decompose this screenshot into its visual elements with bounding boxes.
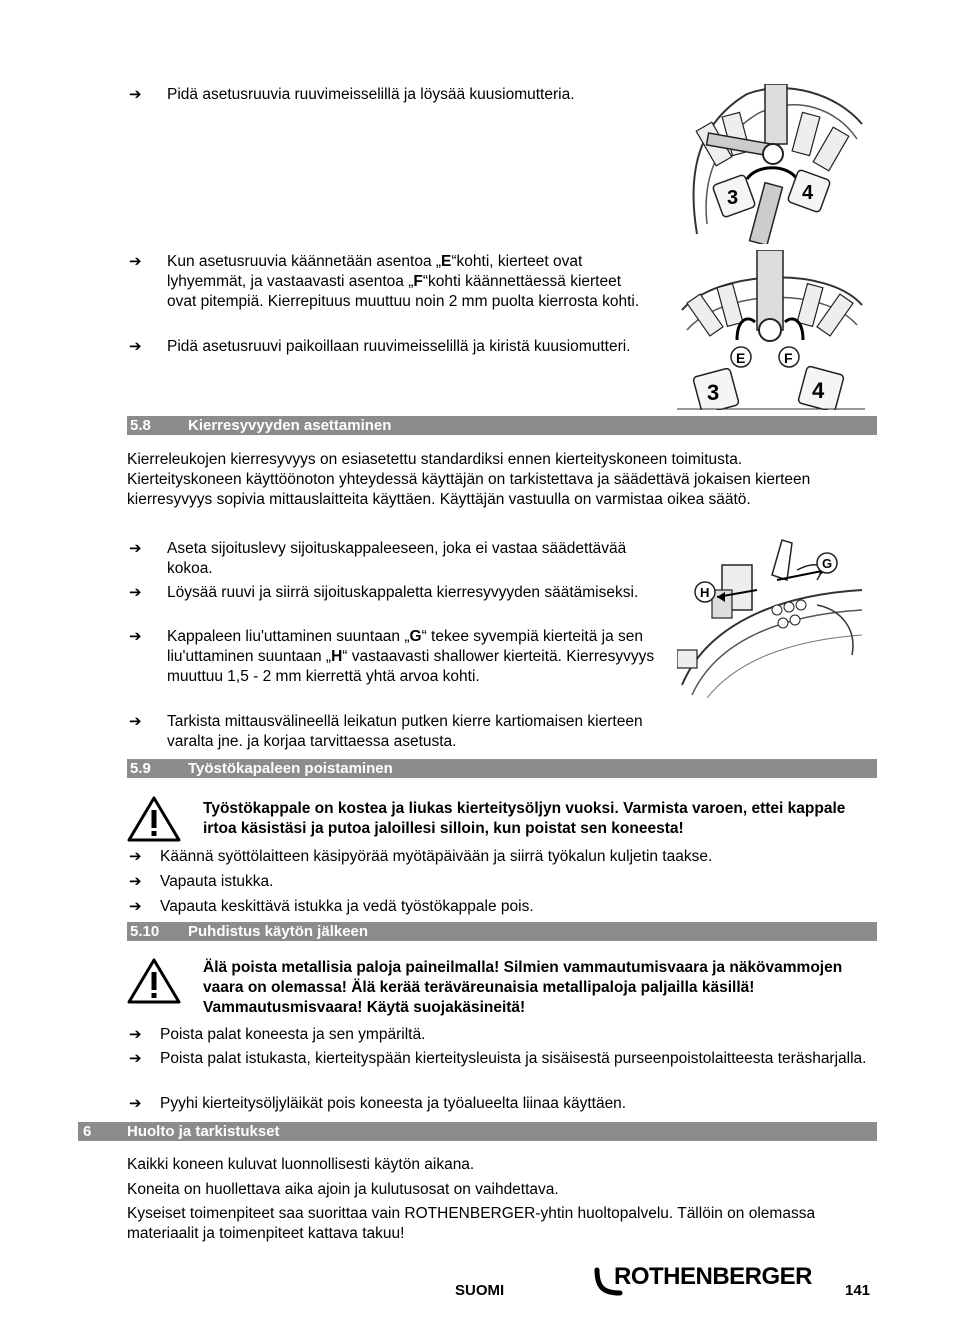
section-header-6 xyxy=(78,1122,877,1141)
footer-language: SUOMI xyxy=(455,1282,505,1299)
warning-text: Älä poista metallisia paloja paineilmalla! Silmien vammautumisvaara ja näkövammojen vaara on olemassa! Älä kerää teräväreunaisia metallipaloja paljailla käsillä! Vammautusmisvaara! Käytä suojakäsineitä! xyxy=(203,959,843,1016)
section-number: 5.8 xyxy=(130,417,151,434)
bullet-text: Pyyhi kierteitysöljyläikät pois koneesta ja työalueelta liinaa käyttäen. xyxy=(160,1095,627,1112)
section-number: 5.9 xyxy=(130,760,151,777)
list-item xyxy=(127,847,877,867)
bullet-tighten-nut xyxy=(127,337,647,357)
fig2-label-f: F xyxy=(784,350,793,366)
arrow-icon: ➔ xyxy=(129,898,142,915)
fig2-label-e: E xyxy=(736,350,746,366)
bullet-positioning-plate xyxy=(127,539,647,579)
section-header-5-10 xyxy=(127,922,877,941)
bullet-loosen-screw xyxy=(127,583,647,603)
section-title: Huolto ja tarkistukset xyxy=(127,1123,280,1140)
bullet-loosen-nut xyxy=(127,85,647,105)
section-title: Työstökapaleen poistaminen xyxy=(188,760,393,777)
arrow-icon: ➔ xyxy=(129,540,142,557)
section-intro: Kierreleukojen kierresyvyys on esiasetettu standardiksi ennen kierteityskoneen toimitusta. Kierteityskoneen käyttöönoton yhteydessä käyttäjän on tarkistettava ja säädettävä jokaisen kierteen kierresyvyys sopivia mittauslaitteita käyttäen. Käyttäjän vastuulla on varmistaa oikea säätö. xyxy=(127,451,811,508)
arrow-icon: ➔ xyxy=(129,1095,142,1112)
fig1-label-4: 4 xyxy=(802,182,814,204)
warning-triangle-icon xyxy=(127,957,181,1005)
bullet-text: Poista palat koneesta ja sen ympäriltä. xyxy=(160,1026,426,1043)
bullet-text: Vapauta istukka. xyxy=(160,873,274,890)
section-title: Kierresyvyyden asettaminen xyxy=(188,417,392,434)
arrow-icon: ➔ xyxy=(129,1026,142,1043)
fig2-label-4: 4 xyxy=(812,378,825,403)
paragraph: Koneita on huollettava aika ajoin ja kulutusosat on vaihdettava. xyxy=(127,1181,559,1198)
fig2-label-3: 3 xyxy=(707,380,720,405)
list-item xyxy=(127,897,877,917)
arrow-icon: ➔ xyxy=(129,86,142,103)
list-item xyxy=(127,1094,877,1114)
bullet-text: Vapauta keskittävä istukka ja vedä työstökappale pois. xyxy=(160,898,534,915)
arrow-icon: ➔ xyxy=(129,338,142,355)
bullet-text: Pidä asetusruuvi paikoillaan ruuvimeisselillä ja kiristä kuusiomutteri. xyxy=(167,338,631,355)
warning-text: Työstökappale on kostea ja liukas kierteitysöljyn vuoksi. Varmista varoen, ettei kappale irtoa käsistäsi ja putoa jaloillesi silloin, kun poistat sen koneesta! xyxy=(203,800,846,837)
list-item xyxy=(127,872,877,892)
fig1-label-3: 3 xyxy=(727,187,739,209)
bullet-check-thread xyxy=(127,712,647,752)
brand-name: ROTHENBERGER xyxy=(614,1263,813,1290)
bullet-slide-direction xyxy=(127,627,657,687)
list-item xyxy=(127,1025,877,1045)
fig3-label-h: H xyxy=(700,585,710,600)
arrow-icon: ➔ xyxy=(129,713,142,730)
brand-logo xyxy=(594,1262,830,1300)
bullet-adjust-length xyxy=(127,252,647,312)
paragraph: Kyseiset toimenpiteet saa suorittaa vain ROTHENBERGER-yhtin huoltopalvelu. Tällöin on olemassa materiaalit ja toimenpiteet kattava takuu! xyxy=(127,1205,816,1242)
bullet-text: Käännä syöttölaitteen käsipyörää myötäpäivään ja siirrä työkalun kuljetin taakse. xyxy=(160,848,713,865)
arrow-icon: ➔ xyxy=(129,1050,142,1067)
arrow-icon: ➔ xyxy=(129,628,142,645)
section-header-5-8 xyxy=(127,416,877,435)
arrow-icon: ➔ xyxy=(129,253,142,270)
figure-die-head-wrench xyxy=(677,84,865,244)
bullet-text: Tarkista mittausvälineellä leikatun putken kierre kartiomaisen kierteen varalta jne. ja korjaa tarvittaessa asetusta. xyxy=(167,713,643,750)
arrow-icon: ➔ xyxy=(129,848,142,865)
list-item xyxy=(127,1049,877,1069)
figure-thread-depth-adjust xyxy=(677,535,865,698)
section-title: Puhdistus käytön jälkeen xyxy=(188,923,369,940)
section-header-5-9 xyxy=(127,759,877,778)
bullet-text: Löysää ruuvi ja siirrä sijoituskappaletta kierresyvyyden säätämiseksi. xyxy=(167,584,639,601)
bullet-text: Kun asetusruuvia käännetään asentoa „E“kohti, kierteet ovat lyhyemmät, ja vastaavasti asentoa „F“kohti käännettäessä kierteet ovat pitempiä. Kierrepituus muuttuu noin 2 mm puolta kierrosta kohti. xyxy=(167,253,640,310)
bullet-text: Pidä asetusruuvia ruuvimeisselillä ja löysää kuusiomutteria. xyxy=(167,86,575,103)
page-number: 141 xyxy=(845,1282,871,1299)
bullet-text: Poista palat istukasta, kierteityspään kierteitysleuista ja sisäisestä purseenpoistolaitteesta teräsharjalla. xyxy=(160,1050,867,1067)
section-number: 6 xyxy=(83,1123,92,1140)
figure-die-head-adjust xyxy=(677,250,865,410)
paragraph: Kaikki koneen kuluvat luonnollisesti käytön aikana. xyxy=(127,1156,475,1173)
arrow-icon: ➔ xyxy=(129,584,142,601)
fig3-label-g: G xyxy=(822,556,833,571)
bullet-text: Kappaleen liu'uttaminen suuntaan „G“ tekee syvempiä kierteitä ja sen liu'uttaminen suuntaan „H“ vastaavasti shallower kierteitä. Kierresyvyys muuttuu 1,5 - 2 mm kierrettä yhtä arvoa kohti. xyxy=(167,628,655,685)
section-number: 5.10 xyxy=(130,923,160,940)
warning-triangle-icon xyxy=(127,795,181,843)
bullet-text: Aseta sijoituslevy sijoituskappaleeseen, joka ei vastaa säädettävää kokoa. xyxy=(167,540,627,577)
arrow-icon: ➔ xyxy=(129,873,142,890)
